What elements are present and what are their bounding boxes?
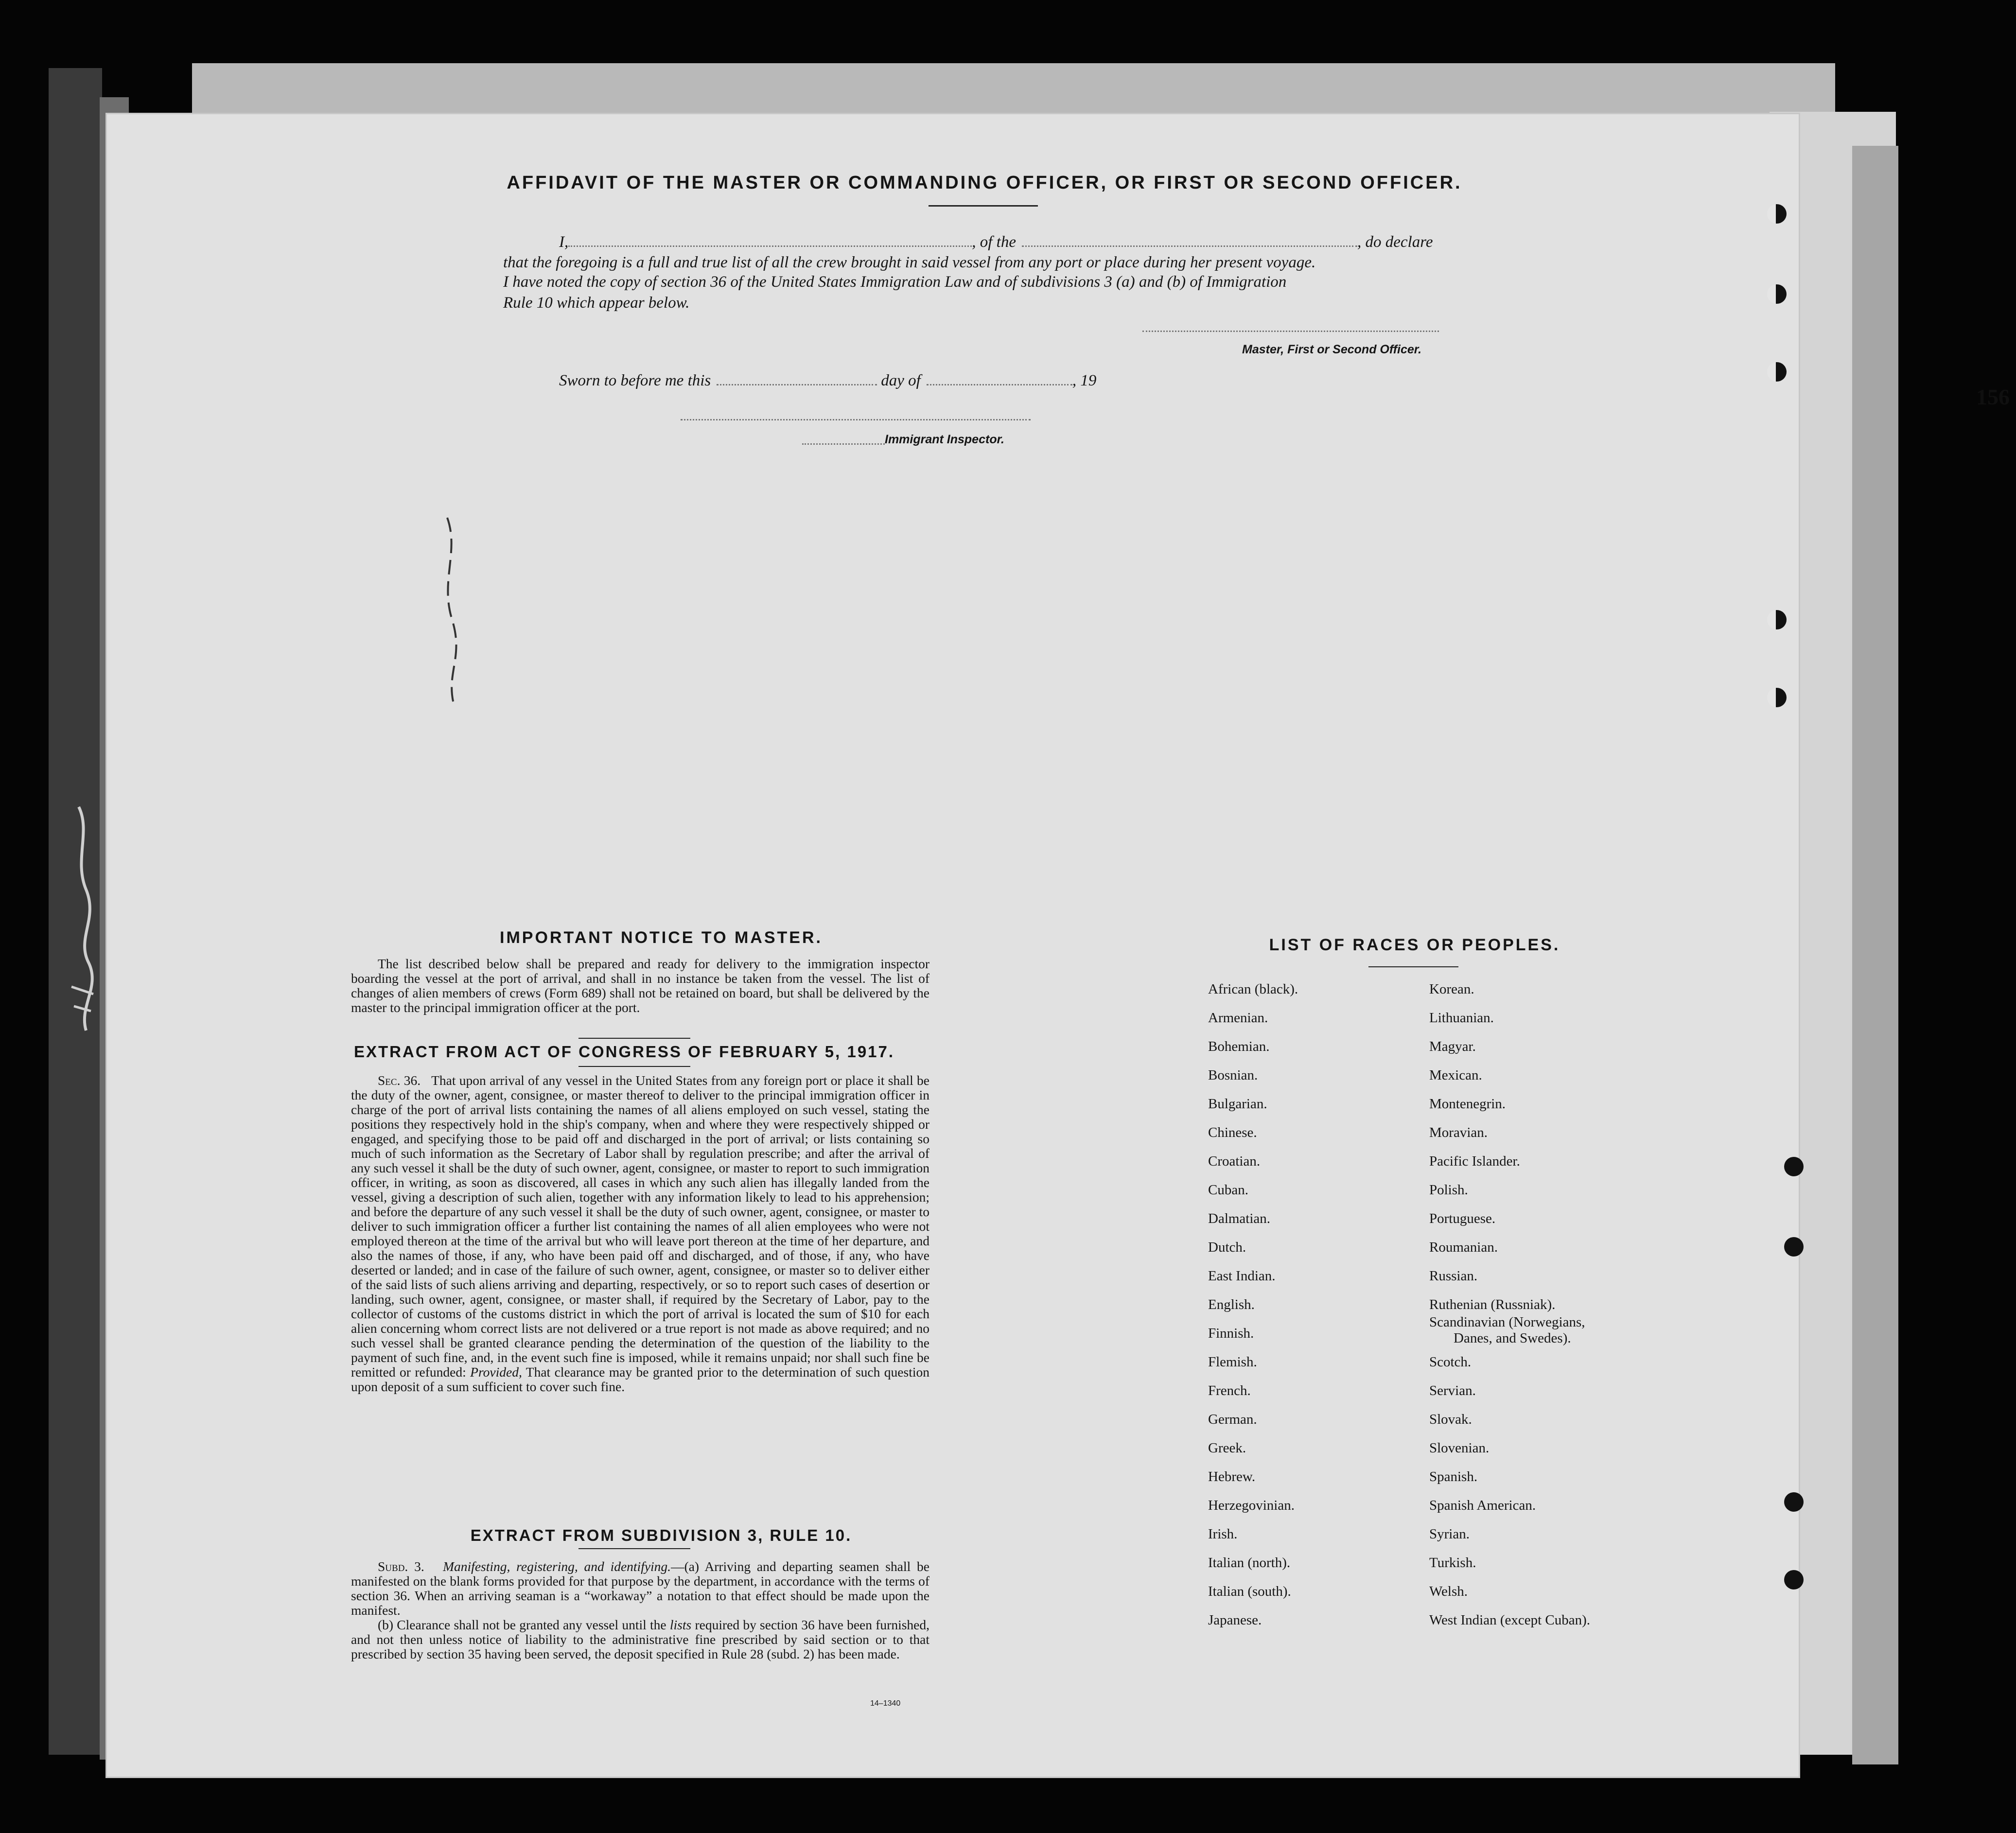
race-item: Bohemian. xyxy=(1208,1039,1270,1054)
race-item: Armenian. xyxy=(1208,1010,1268,1026)
race-item: Irish. xyxy=(1208,1526,1238,1542)
subd-para-b-rest: required by section 36 have been furnished, and not then unless notice of liability to the administrative fine prescribed by said section or to that prescribed by section 35 having been served, the deposit specified in Rule 28 (subd. 2) has been made. xyxy=(351,1617,929,1661)
vessel-blank[interactable] xyxy=(1022,234,1357,247)
punch-hole xyxy=(1784,1492,1804,1512)
section-36-text-end: That clearance may be granted prior to the determination of such question upon deposit of a sum sufficient to cover such fine. xyxy=(351,1364,929,1394)
sworn-year: , 19 xyxy=(1072,372,1097,389)
punch-hole xyxy=(1767,204,1787,224)
race-item: Bulgarian. xyxy=(1208,1096,1267,1112)
race-item: Cuban. xyxy=(1208,1182,1248,1198)
race-item: Scandinavian (Norwegians, xyxy=(1429,1314,1585,1330)
race-item: German. xyxy=(1208,1412,1257,1427)
section-rule xyxy=(579,1066,690,1067)
punch-hole xyxy=(1784,1237,1804,1257)
race-item: Pacific Islander. xyxy=(1429,1153,1520,1169)
race-item: African (black). xyxy=(1208,981,1298,997)
sworn-day-of: day of xyxy=(881,372,921,389)
race-item: Roumanian. xyxy=(1429,1239,1498,1255)
race-item: Ruthenian (Russniak). xyxy=(1429,1297,1556,1312)
inspector-label-rule xyxy=(802,443,885,445)
race-item: Croatian. xyxy=(1208,1153,1261,1169)
race-item: Bosnian. xyxy=(1208,1067,1258,1083)
race-item: Portuguese. xyxy=(1429,1211,1496,1226)
title-rule xyxy=(929,205,1038,207)
subd-label: Subd. 3. xyxy=(378,1559,424,1574)
notice-text-block xyxy=(351,957,929,1015)
affidavit-of-the: , of the xyxy=(972,233,1016,251)
race-item: Italian (south). xyxy=(1208,1584,1291,1599)
race-item: Polish. xyxy=(1429,1182,1468,1198)
race-item: Slovenian. xyxy=(1429,1440,1490,1456)
race-item: Herzegovinian. xyxy=(1208,1498,1295,1513)
affidavit-line-4: Rule 10 which appear below. xyxy=(503,294,690,312)
race-item: Korean. xyxy=(1429,981,1474,997)
race-item: Italian (north). xyxy=(1208,1555,1291,1571)
master-signature-label: Master, First or Second Officer. xyxy=(1242,343,1422,356)
race-item: Spanish American. xyxy=(1429,1498,1536,1513)
affidavit-title: AFFIDAVIT OF THE MASTER OR COMMANDING OFFICER, OR FIRST OR SECOND OFFICER. xyxy=(507,173,1462,193)
races-title-rule xyxy=(1368,966,1458,967)
punch-hole xyxy=(1767,362,1787,382)
inspector-signature-line[interactable] xyxy=(681,419,1031,420)
race-item: Finnish. xyxy=(1208,1326,1254,1341)
race-item: Greek. xyxy=(1208,1440,1246,1456)
name-blank[interactable] xyxy=(568,234,972,247)
race-item: Moravian. xyxy=(1429,1125,1488,1140)
race-item: Chinese. xyxy=(1208,1125,1257,1140)
provided-word: Provided, xyxy=(470,1364,522,1379)
race-item: West Indian (except Cuban). xyxy=(1429,1612,1591,1628)
race-item: Syrian. xyxy=(1429,1526,1470,1542)
subd-para-a: —(a) Arriving and departing seamen shall be manifested on the blank forms provided for that purpose by the department, in accordance with the terms of section 36. When an arriving seaman is a “workaway” a notation to that effect should be made upon the manifest. xyxy=(351,1559,929,1618)
race-item: Mexican. xyxy=(1429,1067,1482,1083)
race-item: Welsh. xyxy=(1429,1584,1468,1599)
sworn-day-blank[interactable] xyxy=(717,372,877,385)
rule-extract-text-block xyxy=(351,1559,929,1661)
race-item: Dutch. xyxy=(1208,1239,1246,1255)
race-item: East Indian. xyxy=(1208,1268,1276,1284)
race-item: French. xyxy=(1208,1383,1251,1398)
punch-hole xyxy=(1767,610,1787,629)
inspector-label: Immigrant Inspector. xyxy=(885,433,1004,446)
section-36-label: Sec. 36. xyxy=(378,1073,421,1088)
punch-hole xyxy=(1784,1570,1804,1589)
punch-hole xyxy=(1784,1157,1804,1176)
race-item: Japanese. xyxy=(1208,1612,1262,1628)
form-code: 14–1340 xyxy=(870,1699,901,1708)
section-36-text: That upon arrival of any vessel in the United States from any foreign port or place it shall be the duty of the owner, agent, consignee, or master thereof to deliver to the principal immigration officer in charge of the port of arrival lists containing the names of all aliens employed on such vessel, stating the positions they respectively hold in the ship's company, when and where they were respectively shipped or engaged, and specifying those to be paid off and discharged in the port of arrival; or lists containing so much of such information as the Secretary of Labor shall by regulation prescribe; and after the arrival of any such vessel it shall be the duty of such owner, agent, consignee, or master to report to such immigration officer, in writing, as soon as discovered, all cases in which any such alien has illegally landed from the vessel, giving a description of such alien, together with any information likely to lead to his apprehension; and before the departure of any such vessel it shall be the duty of such owner, agent, consignee, or master to deliver to such immigration officer a further list containing the names of all alien employees who were not employed thereon at the time of the arrival but who will leave port thereon at the time of her departure, and also the names of those, if any, who have been paid off and discharged, and of those, if any, who have deserted or landed; and in case of the failure of such owner, agent, consignee, or master so to deliver either of the said lists of such aliens arriving and departing, respectively, or so to report such cases of desertion or landing, such owner, agent, consignee, or master shall, if required by the Secretary of Labor, pay to the collector of customs of the customs district in which the port of arrival is located the sum of $10 for each alien concerning whom correct lists are not delivered or a true report is not made as above required; and no such vessel shall be granted clearance pending the determination of the question of the liability to the payment of such fine, and, in the event such fine is imposed, while it remains unpaid; nor shall such fine be remitted or refunded: xyxy=(351,1073,930,1379)
affidavit-i-label: I, xyxy=(559,233,569,251)
subd-para-b-lists: lists xyxy=(669,1617,692,1632)
race-item: Russian. xyxy=(1429,1268,1478,1284)
affidavit-line-1 xyxy=(559,233,1433,251)
punch-hole xyxy=(1767,284,1787,304)
race-item: Scotch. xyxy=(1429,1354,1472,1370)
race-item: Danes, and Swedes). xyxy=(1454,1330,1571,1346)
sworn-month-blank[interactable] xyxy=(927,372,1072,385)
master-signature-line[interactable] xyxy=(1142,331,1439,332)
race-item: Hebrew. xyxy=(1208,1469,1256,1484)
punch-hole xyxy=(1767,688,1787,707)
race-item: Dalmatian. xyxy=(1208,1211,1271,1226)
affidavit-line-2: that the foregoing is a full and true list of all the crew brought in said vessel from any port or place during her present voyage. xyxy=(503,254,1316,271)
handwritten-margin-note xyxy=(64,802,103,1035)
notice-title: IMPORTANT NOTICE TO MASTER. xyxy=(500,928,823,947)
act-extract-title: EXTRACT FROM ACT OF CONGRESS OF FEBRUARY 5, 1917. xyxy=(354,1043,895,1061)
section-rule xyxy=(579,1548,690,1549)
sworn-line xyxy=(559,372,1096,390)
race-item: Magyar. xyxy=(1429,1039,1476,1054)
affidavit-line-3: I have noted the copy of section 36 of the United States Immigration Law and of subdivisions 3 (a) and (b) of Immigration xyxy=(503,273,1287,291)
background-sheet-edge-dark xyxy=(1852,146,1898,1764)
race-item: Spanish. xyxy=(1429,1469,1478,1484)
subd-heading: Manifesting, registering, and identifying. xyxy=(443,1559,671,1574)
act-extract-text-block xyxy=(351,1073,929,1394)
rule-extract-title: EXTRACT FROM SUBDIVISION 3, RULE 10. xyxy=(470,1526,852,1544)
affidavit-do-declare: , do declare xyxy=(1357,233,1433,251)
notice-text: The list described below shall be prepared and ready for delivery to the immigration inspector boarding the vessel at the port of arrival, and shall in no instance be taken from the vessel. The list of changes of alien members of crews (Form 689) shall not be retained on board, but shall be delivered by the master to the principal immigration officer at the port. xyxy=(351,956,929,1015)
race-item: Turkish. xyxy=(1429,1555,1476,1571)
races-title: LIST OF RACES OR PEOPLES. xyxy=(1269,936,1560,954)
pencil-bracket-mark xyxy=(438,513,467,804)
subd-para-b-start: (b) Clearance shall not be granted any vessel until the xyxy=(378,1617,666,1632)
race-item: Lithuanian. xyxy=(1429,1010,1494,1026)
race-item: Servian. xyxy=(1429,1383,1476,1398)
race-item: Montenegrin. xyxy=(1429,1096,1506,1112)
race-item: English. xyxy=(1208,1297,1255,1312)
page-tab-number: 156 xyxy=(1976,384,2010,409)
race-item: Slovak. xyxy=(1429,1412,1472,1427)
sworn-prefix: Sworn to before me this xyxy=(559,372,711,389)
section-rule xyxy=(579,1038,690,1039)
race-item: Flemish. xyxy=(1208,1354,1257,1370)
